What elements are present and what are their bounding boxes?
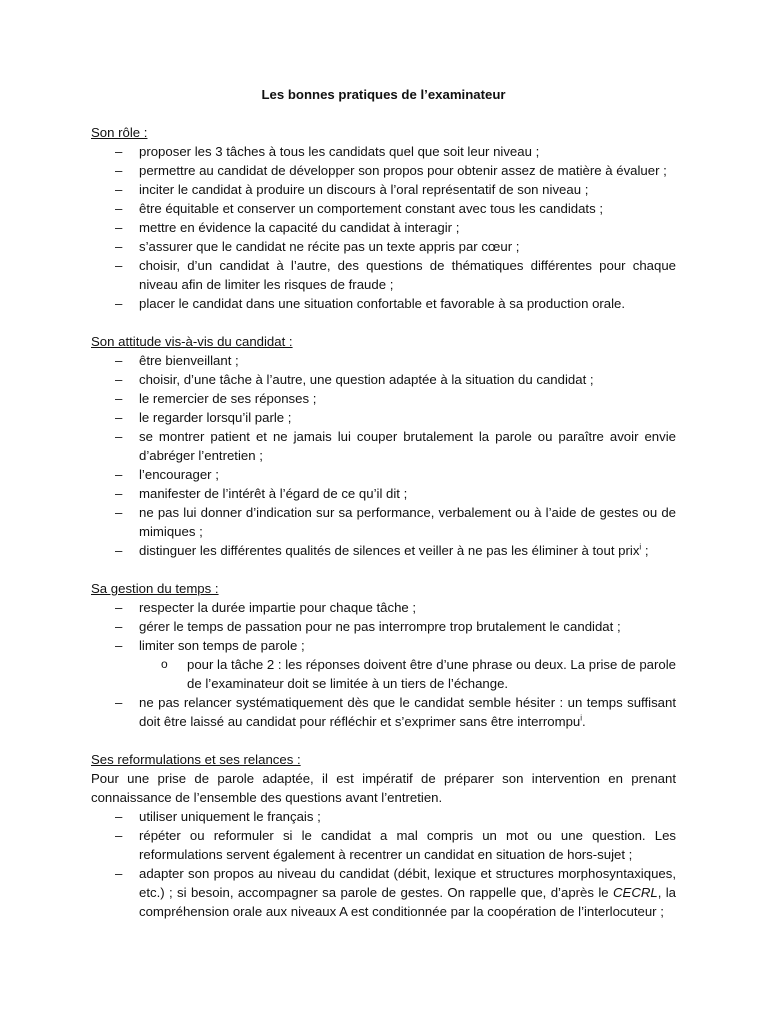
list-item [91,864,676,921]
list-item: – l’encourager ; [91,465,676,484]
list-item: – mettre en évidence la capacité du candidat à interagir ; [91,218,676,237]
list-item: – être équitable et conserver un comportement constant avec tous les candidats ; [91,199,676,218]
list-item-tail: ; [641,543,649,558]
list-item: – le remercier de ses réponses ; [91,389,676,408]
section-heading-attitude: Son attitude vis-à-vis du candidat : [91,334,293,349]
list-item-text: limiter son temps de parole ; [139,638,305,653]
list-item: – gérer le temps de passation pour ne pas interrompre trop brutalement le candidat ; [91,617,676,636]
footnote-marker: i [580,713,583,723]
list-item [91,636,676,693]
list-item: – choisir, d’une tâche à l’autre, une question adaptée à la situation du candidat ; [91,370,676,389]
list-item [91,541,676,560]
list-role [91,142,676,313]
section-intro-paragraph: Pour une prise de parole adaptée, il est impératif de préparer son intervention en prenant connaissance de l’ensemble des questions avant l’entretien. [91,771,676,805]
list-item-tail: . [582,714,586,729]
list-item [91,693,676,731]
document-title: Les bonnes pratiques de l’examinateur [261,87,506,102]
list-item: – respecter la durée impartie pour chaque tâche ; [91,598,676,617]
list-time [91,598,676,731]
list-item-tail: , la compréhension orale aux niveaux A est conditionnée par la coopération de l’interlocuteur ; [139,885,677,919]
section-attitude [91,332,676,560]
section-role [91,123,676,313]
list-item: – s’assurer que le candidat ne récite pas un texte appris par cœur ; [91,237,676,256]
section-reformulations [91,750,676,921]
cecrl-reference: CECRL [613,885,658,900]
section-heading-role: Son rôle : [91,125,148,140]
list-item: – répéter ou reformuler si le candidat a mal compris un mot ou une question. Les reformulations servent également à recentrer un candidat en situation de hors-sujet ; [91,826,676,864]
list-item: – utiliser uniquement le français ; [91,807,676,826]
list-item: – le regarder lorsqu’il parle ; [91,408,676,427]
section-heading-time: Sa gestion du temps : [91,581,219,596]
list-item-text: ne pas relancer systématiquement dès que le candidat semble hésiter : un temps suffisant doit être laissé au candidat pour réfléchir et s’exprimer sans être interrompu [139,695,676,729]
sublist-item: o pour la tâche 2 : les réponses doivent être d’une phrase ou deux. La prise de parole de l’examinateur doit se limitée à un tiers de l’échange. [139,655,676,693]
list-item: – placer le candidat dans une situation confortable et favorable à sa production orale. [91,294,676,313]
list-item: – permettre au candidat de développer son propos pour obtenir assez de matière à évaluer ; [91,161,676,180]
footnote-marker: i [639,542,642,552]
list-item: – choisir, d’un candidat à l’autre, des questions de thématiques différentes pour chaque niveau afin de limiter les risques de fraude ; [91,256,676,294]
section-time [91,579,676,731]
list-item: – proposer les 3 tâches à tous les candidats quel que soit leur niveau ; [91,142,676,161]
list-item-text: distinguer les différentes qualités de silences et veiller à ne pas les éliminer à tout prix [139,543,640,558]
list-reformulations [91,807,676,921]
document-page [91,85,676,940]
list-item: – ne pas lui donner d’indication sur sa performance, verbalement ou à l’aide de gestes ou de mimiques ; [91,503,676,541]
list-item-text: adapter son propos au niveau du candidat (débit, lexique et structures morphosyntaxiques, etc.) ; si besoin, accompagner sa parole de gestes. On rappelle que, d’après le [139,866,676,900]
section-heading-reformulations: Ses reformulations et ses relances : [91,752,301,767]
list-item: – se montrer patient et ne jamais lui couper brutalement la parole ou paraître avoir envie d’abréger l’entretien ; [91,427,676,465]
list-attitude [91,351,676,560]
list-item: – manifester de l’intérêt à l’égard de ce qu’il dit ; [91,484,676,503]
list-item: – inciter le candidat à produire un discours à l’oral représentatif de son niveau ; [91,180,676,199]
list-item: – être bienveillant ; [91,351,676,370]
sublist-time [139,655,676,693]
